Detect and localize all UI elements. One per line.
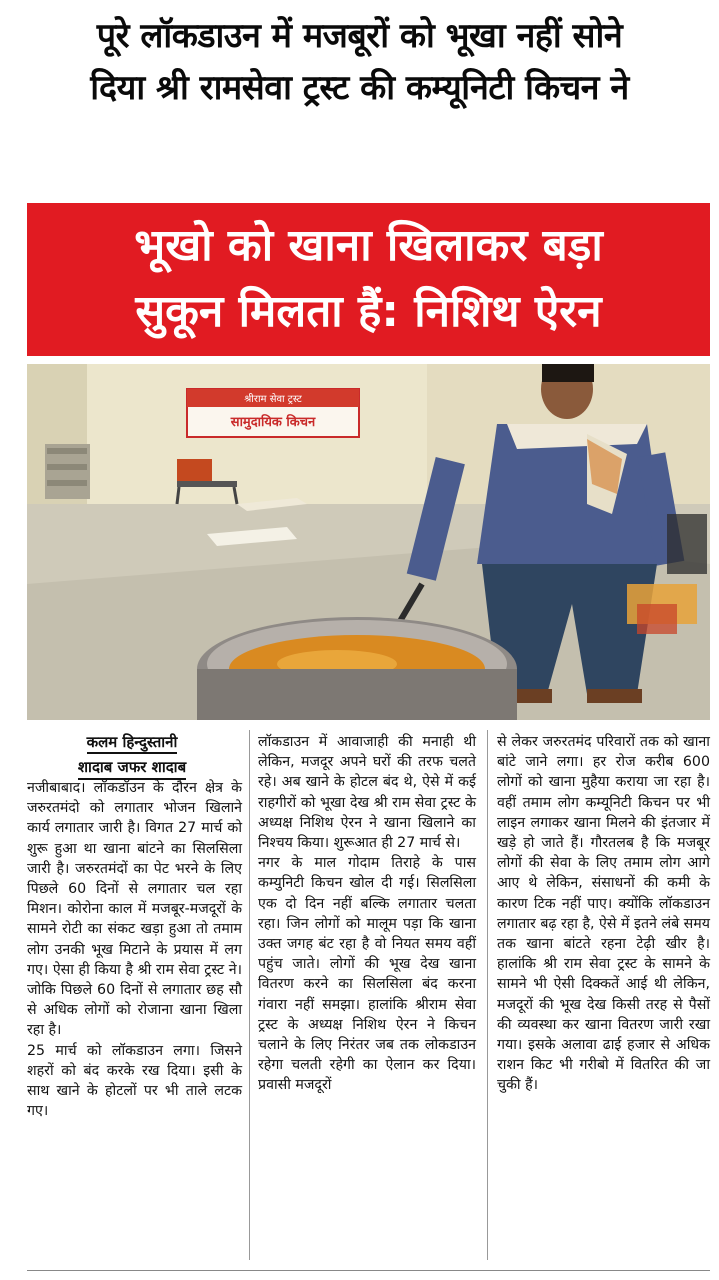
subheadline-line-1: भूखो को खाना खिलाकर बड़ा — [134, 220, 603, 271]
subheadline-line-2: सुकून मिलता हैं: निशिथ ऐरन — [135, 286, 602, 337]
paragraph: से लेकर जरुरतमंद परिवारों तक को खाना बांटे जाने लगा। हर रोज करीब 600 लोगों को खाना मुहैया कराया जा रहा है। वहीं तमाम लोग कम्यूनिटी किचन पर भी लाइन लगाकर खाना मिलने की इंतजार में खड़े हो जाते हैं। गौरतलब है कि मजबूर लोगों की सेवा के लिए तमाम लोग आगे आए थे लेकिन, संसाधनों की कमी के कारण टिक नहीं पाए। क्योंकि लॉकडाउन लगातार बढ़ रहा है, ऐसे में इतने लंबे समय तक खाना बांटते रहना टेढ़ी खीर है। हालांकि श्री राम सेवा ट्रस्ट के सामने के सामने भी ऐसी दिक्कतें आई थी लेकिन, मजदूरों की भूख देख किसी तरह से पैसों की व्यवस्था कर खाना वितरण जारी रखा गया। इसके अलावा ढाई हजार से अधिक राशन किट भी गरीबो में वितरित की जा चुकी हैं। — [497, 734, 710, 1094]
article-column-3 — [497, 732, 710, 1096]
headline-line-2: दिया श्री रामसेवा ट्रस्ट की कम्यूनिटी किचन ने — [90, 68, 629, 108]
paragraph: लॉकडाउन में आवाजाही की मनाही थी लेकिन, मजदूर अपने घरों की तरफ चलते रहे। अब खाने के होटल बंद थे, ऐसे में कई राहगीरों को भूखा देख श्री राम सेवा ट्रस्ट के अध्यक्ष निशिथ ऐरन ने खाना खिलाने का निश्चय किया। शुरूआत ही 27 मार्च से। — [258, 734, 476, 852]
kitchen-photo — [27, 364, 710, 720]
cooking-pot — [197, 617, 517, 720]
banner-line-1: श्रीराम सेवा ट्रस्ट — [244, 394, 302, 405]
byline-source: कलम हिन्दुस्तानी — [87, 732, 178, 754]
article-column-1 — [27, 778, 242, 1121]
headline — [10, 10, 709, 114]
paragraph: 25 मार्च को लॉकडाउन लगा। जिसने शहरों को बंद करके रख दिया। इसी के साथ खाने के होटलों पर भी ताले लटक गए। — [27, 1042, 242, 1120]
kitchen-banner — [187, 389, 359, 437]
article-column-2 — [258, 732, 476, 1096]
byline-author: शादाब जफर शादाब — [78, 756, 186, 780]
column-divider — [249, 730, 250, 1260]
bottom-divider — [27, 1270, 710, 1271]
paragraph: नजीबाबाद। लॉकडॉउन के दौरन क्षेत्र के जरुरतमंदो को लगातार भोजन खिलाने कार्य लगातार जारी है। विगत 27 मार्च को शुरू हुआ था खाना बांटने का सिलसिला जारी है। जरुरतमंदों का पेट भरने के लिए पिछले 60 दिनों से लगातार चल रहा मिशन। कोरोना काल में मजबूर-मजदूरों के सामने रोटी का संकट खड़ा हुआ तो तमाम लोग उनकी भूख मिटाने के प्रयास में लग गए। ऐसा ही किया है श्री राम सेवा ट्रस्ट ने। जोकि पिछले 60 दिनों से लगातार छह सौ से अधिक लोगों को रोजाना खाना खिला रहा है। — [27, 780, 242, 1039]
subheadline-box — [27, 203, 710, 356]
banner-line-2: सामुदायिक किचन — [230, 415, 316, 430]
paragraph: नगर के माल गोदाम तिराहे के पास कम्युनिटी किचन खोल दी गई। सिलसिला एक दो दिन नहीं बल्कि लगातार चलता रहा। जिन लोगों को मालूम पड़ा कि खाना उक्त जगह बंट रहा है वो नियत समय वहीं पहुंच जाते। लोगों की भूख देख खाना वितरण करने का सिलसिला बंद करना गंवारा नहीं समझा। हालांकि श्रीराम सेवा ट्रस्ट के अध्यक्ष निशिथ ऐरन ने किचन चलाने के लिए निरंतर जब तक लोकडाउन रहेगा चलती रहेगी का ऐलान कर दिया। प्रवासी मजदूरों — [258, 855, 476, 1094]
column-divider — [487, 730, 488, 1260]
headline-line-1: पूरे लॉकडाउन में मजबूरों को भूखा नहीं सोने — [96, 16, 623, 56]
byline — [27, 732, 237, 780]
